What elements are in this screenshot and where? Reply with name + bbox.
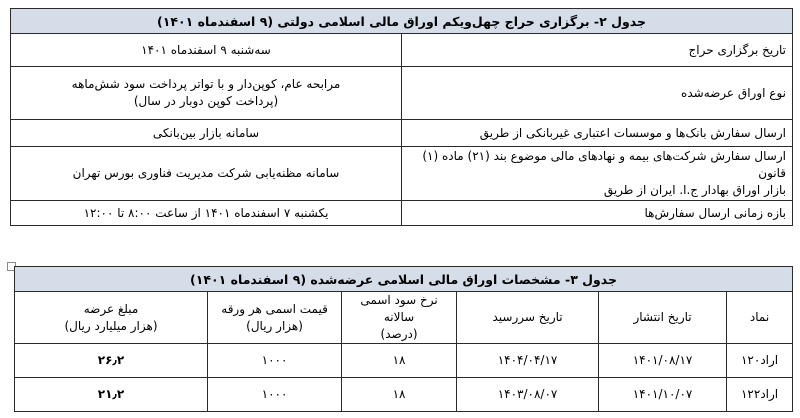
row-value [11, 67, 402, 120]
table-row [15, 344, 793, 378]
row-value: سامانه بازار بین‌بانکی [11, 120, 402, 147]
table-cell: ۱۰۰۰ [208, 378, 342, 412]
row-value: سه‌شنبه ۹ اسفندماه ۱۴۰۱ [11, 34, 402, 67]
table-cell: ۲۶٫۲ [15, 344, 208, 378]
table-cell: ۱۸ [342, 344, 457, 378]
row-label: نوع اوراق عرضه‌شده [402, 67, 793, 120]
table-row [11, 67, 793, 120]
table-cell: اراد۱۲۰ [727, 344, 793, 378]
table-row [11, 201, 793, 226]
table-row [11, 34, 793, 67]
auction-table-title: جدول ۲- برگزاری حراج چهل‌ویکم اوراق مالی اسلامی دولتی (۹ اسفندماه ۱۴۰۱) [11, 9, 793, 34]
auction-table [10, 8, 793, 226]
column-header: نرخ سود اسمی سالانه (درصد) [342, 292, 457, 344]
row-value: یکشنبه ۷ اسفندماه ۱۴۰۱ از ساعت ۸:۰۰ تا ۱۲:۰۰ [11, 201, 402, 226]
label-line: بازار اوراق بهادار ج.ا. ایران از طریق [603, 183, 786, 197]
column-header: تاریخ سررسید [457, 292, 599, 344]
row-value: سامانه مظنه‌یابی شرکت مدیریت فناوری بورس تهران [11, 147, 402, 201]
column-header: مبلغ عرضه (هزار میلیارد ریال) [15, 292, 208, 344]
securities-table [14, 266, 793, 412]
column-header: قیمت اسمی هر ورقه (هزار ریال) [208, 292, 342, 344]
row-label: تاریخ برگزاری حراج [402, 34, 793, 67]
table-cell: ۱۴۰۴/۰۴/۱۷ [457, 344, 599, 378]
table-cell: ۱۴۰۳/۰۸/۰۷ [457, 378, 599, 412]
row-label [402, 147, 793, 201]
table-row [15, 378, 793, 412]
table-cell: ۱۴۰۱/۰۸/۱۷ [599, 344, 727, 378]
row-label: بازه زمانی ارسال سفارش‌ها [402, 201, 793, 226]
table-cell: اراد۱۲۲ [727, 378, 793, 412]
table-cell: ۱۸ [342, 378, 457, 412]
table-cell: ۱۴۰۱/۱۰/۰۷ [599, 378, 727, 412]
column-header: نماد [727, 292, 793, 344]
table-cell: ۱۰۰۰ [208, 344, 342, 378]
value-line: (پرداخت کوپن دوبار در سال) [133, 94, 279, 108]
securities-table-title: جدول ۳- مشخصات اوراق مالی اسلامی عرضه‌شده (۹ اسفندماه ۱۴۰۱) [15, 267, 793, 292]
table-row [11, 147, 793, 201]
table-cell: ۲۱٫۲ [15, 378, 208, 412]
label-line: ارسال سفارش شرکت‌های بیمه و نهادهای مالی موضوع بند (۲۱) ماده (۱) قانون [422, 149, 786, 180]
table-row [11, 120, 793, 147]
row-label: ارسال سفارش بانک‌ها و موسسات اعتباری غیربانکی از طریق [402, 120, 793, 147]
column-header: تاریخ انتشار [599, 292, 727, 344]
value-line: مرابحه عام، کوپن‌دار و با تواتر پرداخت سود شش‌ماهه [71, 77, 341, 91]
header-row [15, 292, 793, 344]
